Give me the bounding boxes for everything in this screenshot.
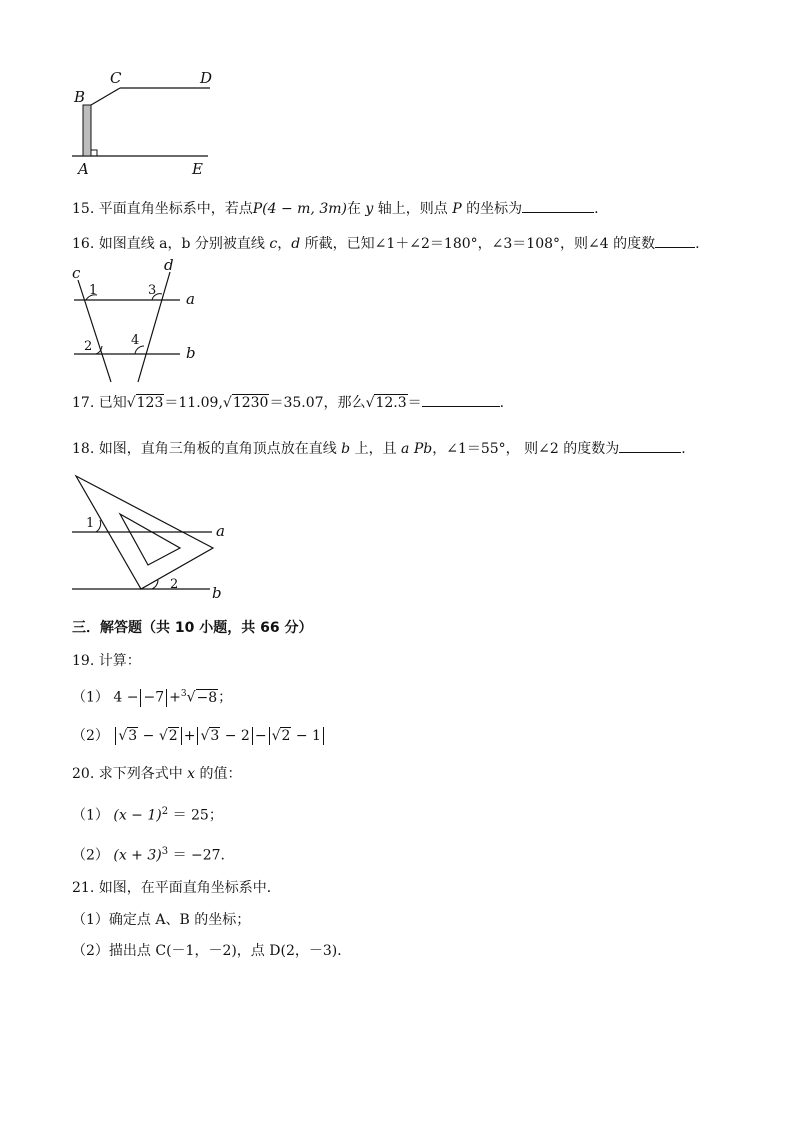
angle-1: 1: [86, 516, 95, 531]
question-21-part-2: （2）描出点 C(－1，－2)，点 D(2，－3)．: [72, 943, 352, 959]
label-E: E: [192, 160, 203, 178]
question-19-part-2: （2） √3 − √2 + √3 − 2 − √2 − 1: [72, 726, 326, 746]
question-15: 15. 平面直角坐标系中，若点P(4 − m, 3m)在 y 轴上，则点 P 的坐标为 .: [72, 198, 599, 219]
parallel-notation: a Pb: [401, 441, 433, 457]
angle-1: 1: [89, 283, 98, 298]
angle-2: 2: [170, 577, 179, 592]
question-19-part-1: （1） 4 − −7 +$^3$√−8；: [72, 689, 233, 706]
label-c: c: [72, 264, 81, 282]
answer-blank[interactable]: [655, 233, 695, 248]
answer-blank[interactable]: [522, 198, 594, 213]
label-d: d: [164, 258, 174, 274]
label-B: B: [74, 88, 86, 106]
figure-parallel-lines: [64, 258, 204, 384]
section-heading: 三．解答题（共 10 小题，共 66 分）: [72, 620, 313, 636]
angle-3: 3: [148, 283, 157, 298]
question-18: 18. 如图，直角三角板的直角顶点放在直线 b 上，且 a Pb，∠1＝55°， 则∠2 的度数为 .: [72, 438, 686, 459]
label-b: b: [186, 344, 196, 362]
question-20-part-1: （1） $(x - 1)^2 = 25$；: [72, 806, 223, 824]
label-a: a: [186, 290, 195, 308]
question-17: 17. 已知√123＝11.09,√1230＝35.07，那么√12.3＝ .: [72, 392, 504, 413]
angle-2: 2: [84, 339, 93, 354]
label-C: C: [110, 69, 122, 87]
answer-blank[interactable]: [619, 438, 681, 453]
figure-rectangle-lines: [64, 64, 224, 180]
figure-triangle-ruler: [64, 468, 236, 604]
angle-4: 4: [131, 333, 140, 348]
question-20: 20. 求下列各式中 x 的值：: [72, 766, 242, 782]
question-16: 16. 如图直线 a，b 分别被直线 c，d 所截，已知∠1＋∠2＝180°，∠3＝108°，则∠4 的度数 .: [72, 233, 700, 254]
answer-blank[interactable]: [422, 392, 500, 407]
point-expression: P(4 − m, 3m): [252, 201, 347, 217]
question-19: 19. 计算：: [72, 653, 141, 669]
question-21: 21. 如图，在平面直角坐标系中．: [72, 880, 281, 896]
label-A: A: [78, 160, 89, 178]
question-21-part-1: （1）确定点 A、B 的坐标；: [72, 912, 251, 928]
label-b: b: [212, 584, 222, 602]
question-20-part-2: （2） $(x + 3)^3 = -27$.: [72, 846, 226, 864]
label-D: D: [200, 69, 213, 87]
label-a: a: [216, 522, 225, 540]
